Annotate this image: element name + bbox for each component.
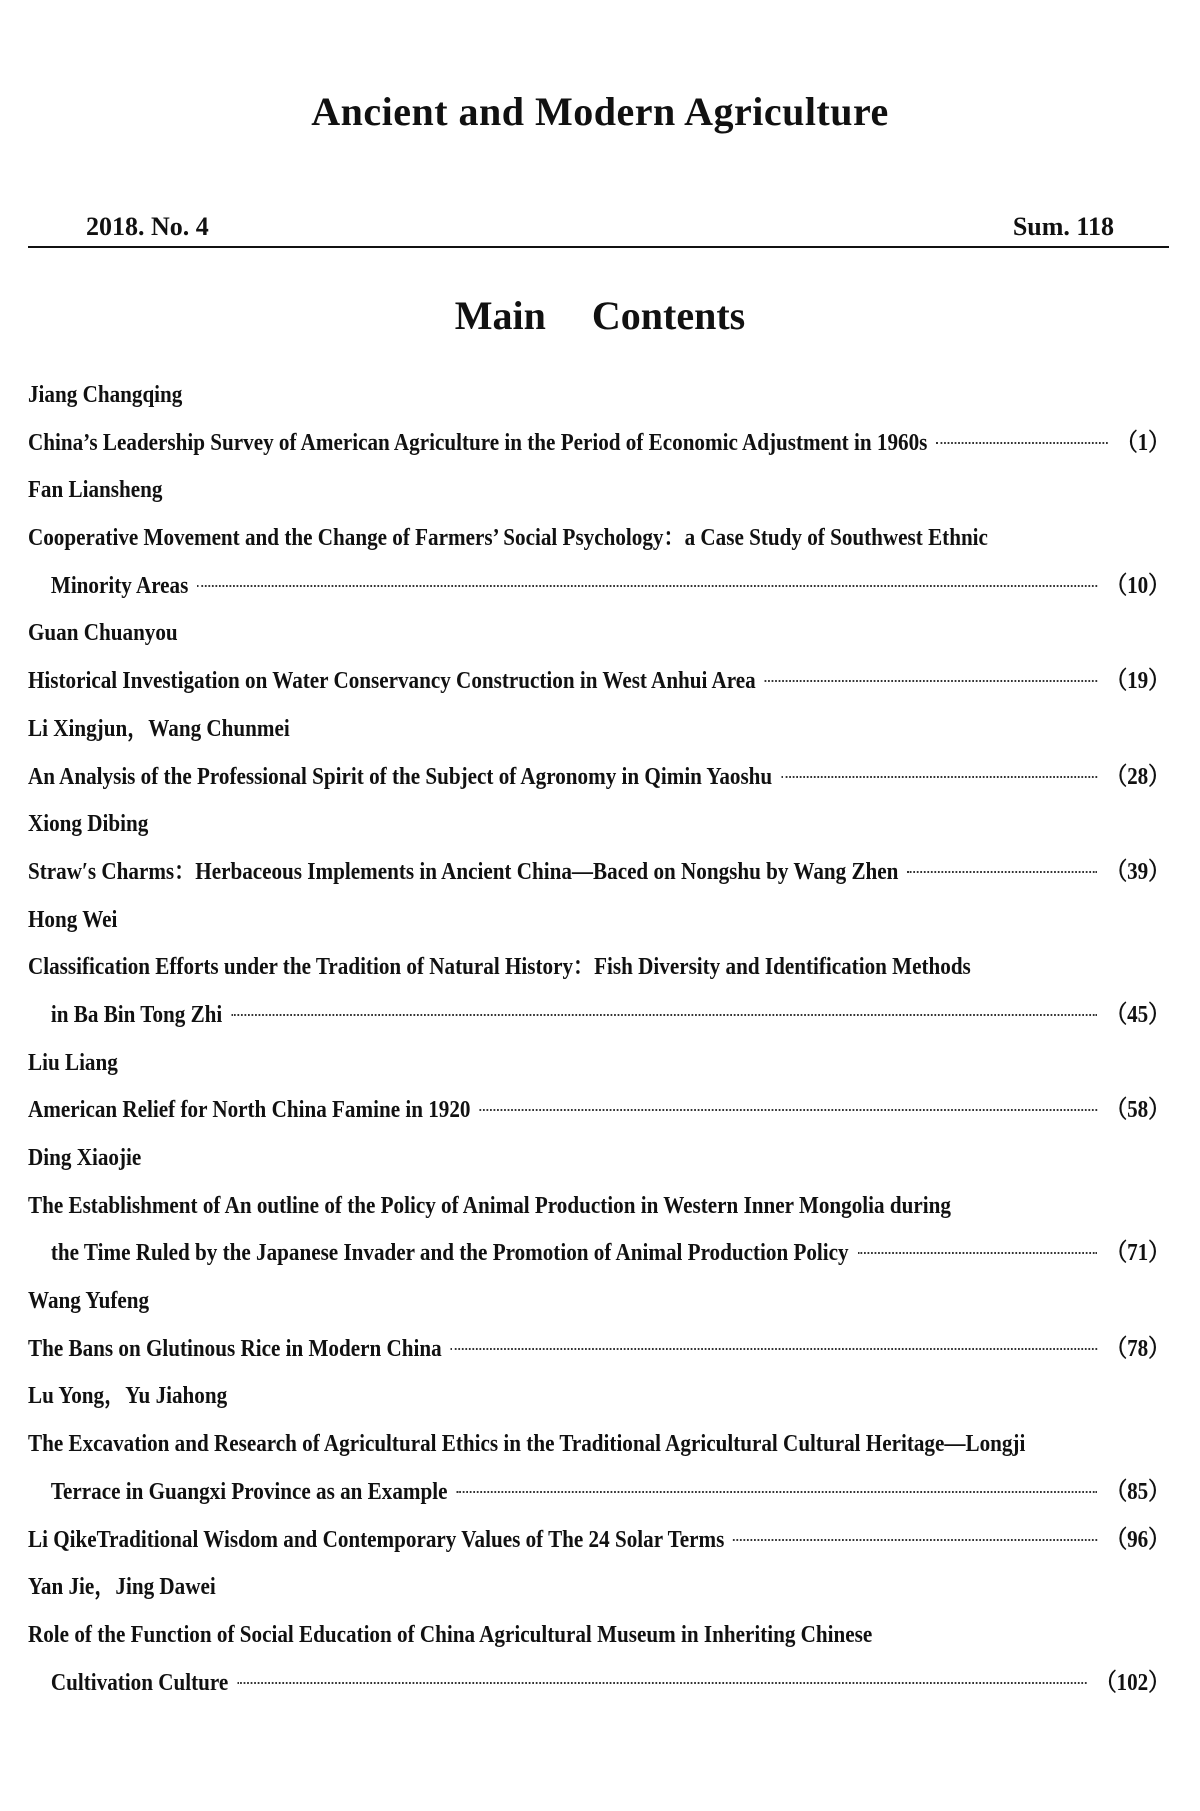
- issue-bar: [28, 204, 1169, 248]
- page-number: （19）: [1106, 668, 1170, 695]
- journal-title: Ancient and Modern Agriculture: [311, 89, 889, 134]
- entry-title: Classification Efforts under the Tradition of Natural History：Fish Diversity and Identification Methods: [28, 954, 971, 981]
- entry-authors: Ding Xiaojie: [28, 1145, 142, 1171]
- page-number: （85）: [1106, 1478, 1170, 1505]
- dot-leader: [733, 1537, 1097, 1541]
- page-number: （45）: [1106, 1001, 1170, 1028]
- page-number: （39）: [1106, 858, 1170, 885]
- toc-entry-row: [28, 1230, 1169, 1278]
- entry-title: The Bans on Glutinous Rice in Modern China: [28, 1335, 442, 1362]
- dot-leader: [907, 869, 1097, 873]
- page-number: （102）: [1095, 1669, 1170, 1696]
- entry-authors: Wang Yufeng: [28, 1288, 150, 1315]
- entry-title-line: [28, 1183, 1169, 1231]
- entry-title: Cultivation Culture: [50, 1669, 229, 1696]
- entry-authors: Liu Liang: [28, 1049, 118, 1076]
- toc-entry-row: [28, 754, 1169, 802]
- toc-entry-row: [28, 658, 1169, 706]
- entry-authors: Lu Yong，Yu Jiahong: [28, 1383, 228, 1410]
- table-of-contents: [28, 372, 1170, 1707]
- dot-leader: [936, 440, 1108, 444]
- entry-title: in Ba Bin Tong Zhi: [50, 1001, 223, 1028]
- entry-title: Straw′s Charms：Herbaceous Implements in Ancient China—Baced on Nongshu by Wang Zhen: [28, 858, 899, 885]
- toc-entry-row: [28, 1517, 1169, 1565]
- toc-entry-row: [28, 1469, 1169, 1517]
- page-number: （58）: [1106, 1097, 1170, 1124]
- issue-sum: Sum. 118: [1012, 212, 1114, 241]
- toc-entry-row: [28, 849, 1169, 897]
- page-number: （96）: [1106, 1526, 1170, 1553]
- entry-title: The Establishment of An outline of the Policy of Animal Production in Western Inner Mongolia during: [28, 1192, 951, 1219]
- entry-title: Li QikeTraditional Wisdom and Contemporary Values of The 24 Solar Terms: [28, 1526, 725, 1553]
- toc-entry-row: [28, 563, 1169, 611]
- dot-leader: [781, 774, 1097, 778]
- page-number: （71）: [1106, 1240, 1170, 1267]
- page-number: （10）: [1106, 572, 1170, 599]
- entry-title-line: [28, 1421, 1169, 1469]
- toc-entry-row: [28, 1326, 1169, 1374]
- entry-authors: Hong Wei: [28, 906, 118, 933]
- entry-authors: Fan Liansheng: [28, 477, 163, 504]
- entry-title: Minority Areas: [50, 572, 189, 599]
- dot-leader: [237, 1680, 1087, 1684]
- entry-title: An Analysis of the Professional Spirit of the Subject of Agronomy in Qimin Yaoshu: [28, 763, 773, 790]
- entry-title: China’s Leadership Survey of American Agriculture in the Period of Economic Adjustment in 1960s: [28, 429, 928, 456]
- dot-leader: [479, 1107, 1097, 1111]
- entry-authors: Li Xingjun，Wang Chunmei: [28, 715, 290, 742]
- dot-leader: [765, 678, 1098, 682]
- entry-title: American Relief for North China Famine in 1920: [28, 1097, 471, 1124]
- entry-authors: Xiong Dibing: [28, 811, 149, 838]
- page-number: （78）: [1106, 1335, 1170, 1362]
- entry-authors: Jiang Changqing: [28, 382, 183, 408]
- issue-number: 2018. No. 4: [86, 212, 209, 241]
- toc-entry-row: [28, 420, 1169, 468]
- entry-authors: Guan Chuanyou: [28, 620, 178, 647]
- entry-title: Cooperative Movement and the Change of Farmers’ Social Psychology：a Case Study of Southwest Ethnic: [28, 525, 988, 552]
- entry-title-line: [28, 944, 1169, 992]
- page-number: （28）: [1106, 763, 1170, 790]
- dot-leader: [857, 1250, 1097, 1254]
- contents-heading: Main Contents: [454, 293, 746, 338]
- dot-leader: [197, 583, 1097, 587]
- entry-title: Terrace in Guangxi Province as an Example: [50, 1478, 448, 1505]
- entry-authors: Yan Jie，Jing Dawei: [28, 1574, 216, 1601]
- entry-title: Historical Investigation on Water Conservancy Construction in West Anhui Area: [28, 668, 756, 695]
- entry-title-line: [28, 1612, 1169, 1660]
- toc-list: [28, 372, 1169, 1707]
- entry-title: Role of the Function of Social Education of China Agricultural Museum in Inheriting Chinese: [28, 1621, 873, 1648]
- page-number: （1）: [1116, 429, 1170, 456]
- dot-leader: [456, 1489, 1097, 1493]
- entry-title: The Excavation and Research of Agricultural Ethics in the Traditional Agricultural Cultural Heritage—Longji: [28, 1431, 1026, 1458]
- entry-title-line: [28, 515, 1169, 563]
- dot-leader: [450, 1346, 1097, 1350]
- entry-title: the Time Ruled by the Japanese Invader and the Promotion of Animal Production Policy: [50, 1240, 849, 1267]
- dot-leader: [231, 1012, 1097, 1016]
- toc-entry-row: [28, 992, 1169, 1040]
- toc-entry-row: [28, 1087, 1169, 1135]
- toc-entry-row: [28, 1660, 1169, 1708]
